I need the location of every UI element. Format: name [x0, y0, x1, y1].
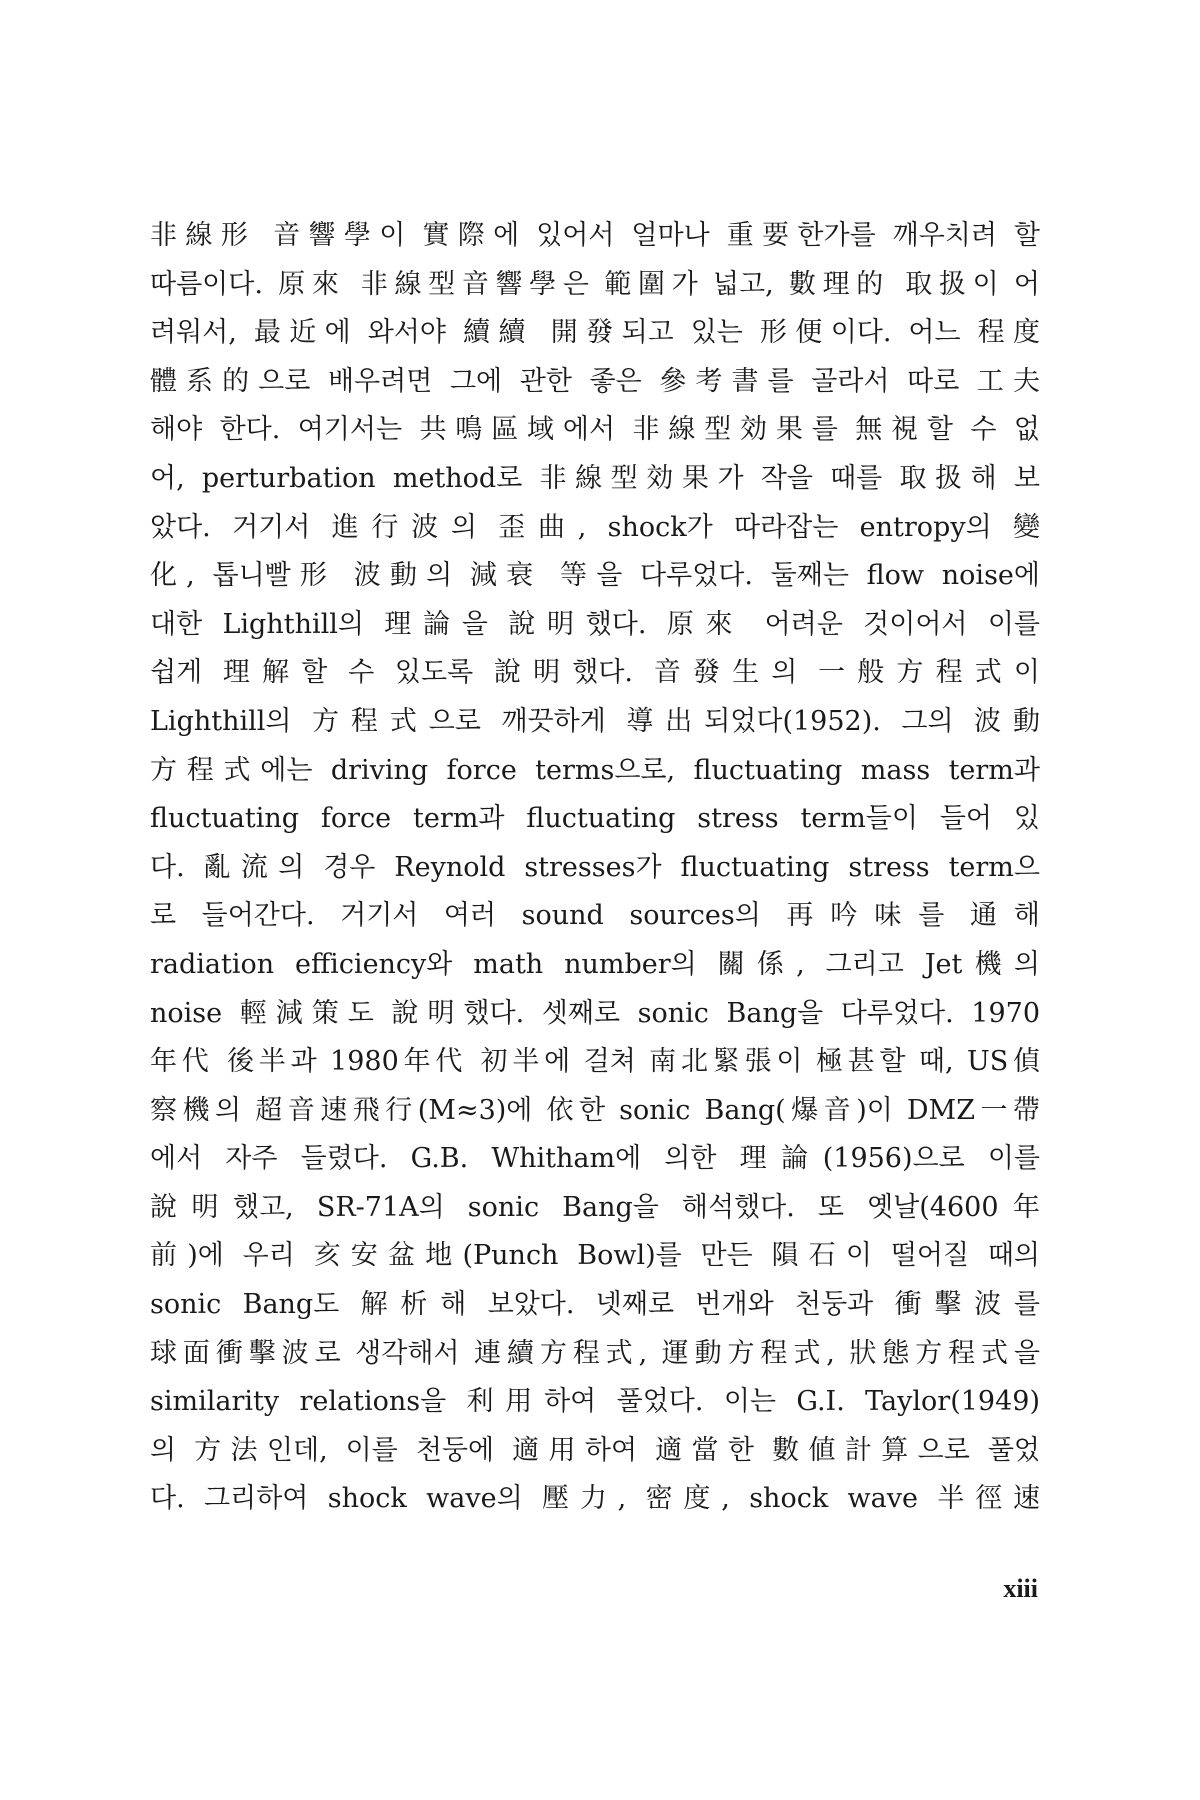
text-line: 해야 한다. 여기서는 共鳴區域에서 非線型効果를 無視할 수 없 [150, 414, 1040, 446]
body-text [150, 212, 1040, 1524]
text-line: 쉽게 理解할 수 있도록 說明했다. 音發生의 一般方程式이 [150, 657, 1040, 689]
text-line: 察機의 超音速飛行(M≈3)에 依한 sonic Bang(爆音)이 DMZ一帶 [150, 1094, 1040, 1126]
text-line: 어, perturbation method로 非線型効果가 작을 때를 取扱해 보 [150, 462, 1040, 494]
text-line: 따름이다. 原來 非線型音響學은 範圍가 넓고, 數理的 取扱이 어 [150, 268, 1040, 300]
text-line: 대한 Lighthill의 理論을 說明했다. 原來 어려운 것이어서 이를 [150, 608, 1040, 640]
text-line: similarity relations을 利用하여 풀었다. 이는 G.I. Taylor(1949) [150, 1386, 1040, 1418]
text-line: 年代 後半과 1980年代 初半에 걸쳐 南北緊張이 極甚할 때, US偵 [150, 1046, 1040, 1078]
text-line: sonic Bang도 解析해 보았다. 넷째로 번개와 천둥과 衝擊波를 [150, 1289, 1040, 1321]
text-line: 說明했고, SR-71A의 sonic Bang을 해석했다. 또 옛날(4600年 [150, 1191, 1040, 1223]
text-line: 方程式에는 driving force terms으로, fluctuating mass term과 [150, 754, 1040, 786]
text-line: 로 들어간다. 거기서 여러 sound sources의 再吟味를 通해 [150, 900, 1040, 932]
page-number: xiii [1003, 1574, 1038, 1603]
text-line: 의 方法인데, 이를 천둥에 適用하여 適當한 數値計算으로 풀었 [150, 1434, 1040, 1466]
text-line: Lighthill의 方程式으로 깨끗하게 導出되었다(1952). 그의 波動 [150, 705, 1040, 737]
text-line: 다. 그리하여 shock wave의 壓力, 密度, shock wave 半徑速 [150, 1483, 1040, 1515]
text-line: 에서 자주 들렸다. G.B. Whitham에 의한 理論(1956)으로 이를 [150, 1143, 1040, 1175]
text-line: 非線形 音響學이 實際에 있어서 얼마나 重要한가를 깨우치려 할 [150, 220, 1040, 251]
text-line: radiation efficiency와 math number의 關係, 그리고 Jet機의 [150, 948, 1040, 980]
text-line: 았다. 거기서 進行波의 歪曲, shock가 따라잡는 entropy의 變 [150, 511, 1040, 543]
text-line: fluctuating force term과 fluctuating stress term들이 들어 있 [150, 803, 1040, 835]
text-line: 다. 亂流의 경우 Reynold stresses가 fluctuating stress term으 [150, 851, 1040, 883]
text-line: noise 輕減策도 說明했다. 셋째로 sonic Bang을 다루었다. 1970 [150, 997, 1040, 1029]
text-line: 球面衝擊波로 생각해서 連續方程式, 運動方程式, 狀態方程式을 [150, 1337, 1040, 1369]
text-line: 前)에 우리 亥安盆地(Punch Bowl)를 만든 隕石이 떨어질 때의 [150, 1240, 1040, 1272]
text-line: 體系的으로 배우려면 그에 관한 좋은 參考書를 골라서 따로 工夫 [150, 365, 1040, 397]
text-line: 려워서, 最近에 와서야 續續 開發되고 있는 形便이다. 어느 程度 [150, 317, 1040, 349]
text-line: 化, 톱니빨形 波動의 減衰 等을 다루었다. 둘째는 flow noise에 [150, 560, 1040, 592]
